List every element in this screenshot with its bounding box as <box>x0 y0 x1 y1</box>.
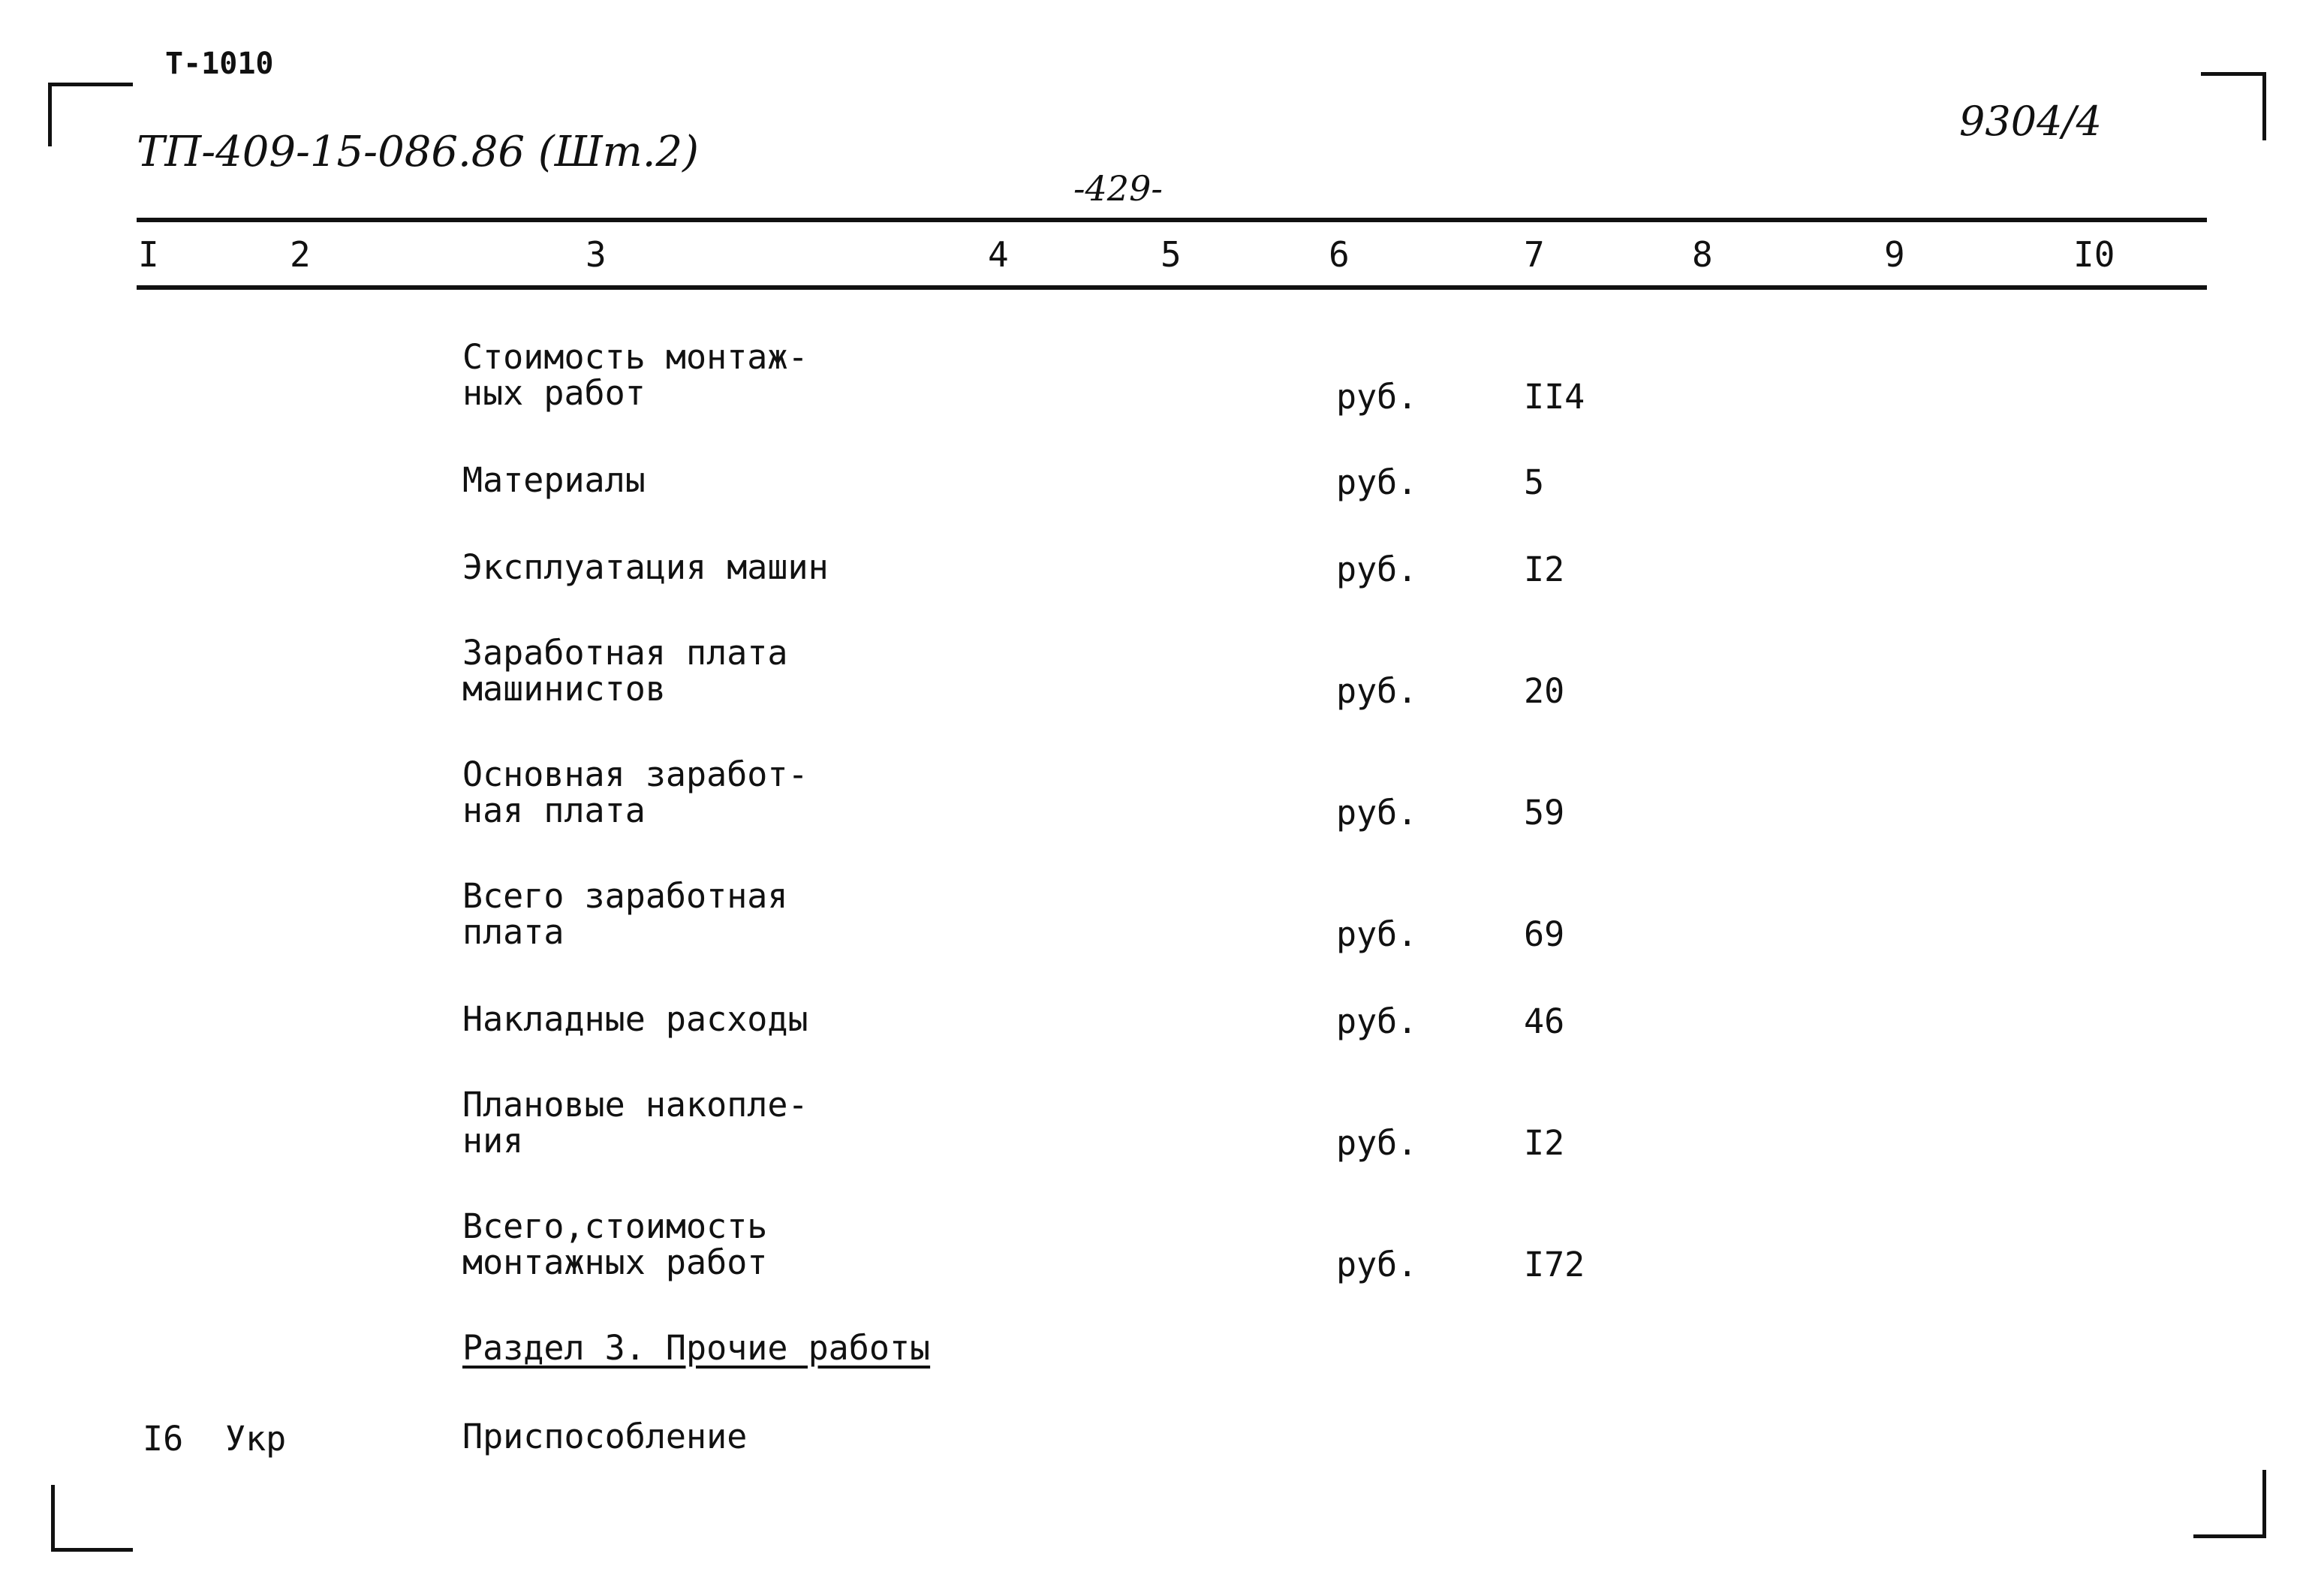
section-heading: Раздел 3. Прочие работы <box>462 1328 931 1368</box>
column-number-1: I <box>138 234 159 275</box>
row-description <box>462 1001 808 1037</box>
row-description-line: Плановые накопле- <box>462 1085 808 1125</box>
column-number-10: I0 <box>2073 234 2115 275</box>
corner-mark-top-left <box>48 83 133 146</box>
row-description-line: ных работ <box>462 373 646 413</box>
column-number-9: 9 <box>1884 234 1905 275</box>
row-description-line: плата <box>462 912 564 952</box>
row-description-line: монтажных работ <box>462 1242 768 1282</box>
archive-number: 9304/4 <box>1959 98 2102 145</box>
corner-mark-top-right <box>2201 72 2266 140</box>
row-unit: руб. <box>1336 1245 1418 1284</box>
column-number-7: 7 <box>1524 234 1545 275</box>
row-unit: руб. <box>1336 550 1418 589</box>
row-description-line: Всего,стоимость <box>462 1206 768 1246</box>
header-rule-bottom <box>137 285 2207 290</box>
row-quantity: I2 <box>1524 1123 1565 1163</box>
corner-mark-bottom-left <box>51 1485 133 1552</box>
row-description <box>462 878 787 950</box>
project-code: ТП-409-15-086.86 (Шт.2) <box>137 128 699 176</box>
column-number-4: 4 <box>988 234 1009 275</box>
row-quantity: 59 <box>1524 793 1565 833</box>
row-description <box>462 1206 768 1282</box>
column-number-6: 6 <box>1329 234 1350 275</box>
row-description <box>462 547 829 587</box>
corner-mark-bottom-right <box>2193 1470 2266 1538</box>
column-number-5: 5 <box>1161 234 1182 275</box>
row-quantity: I2 <box>1524 550 1565 589</box>
row-unit: руб. <box>1336 914 1418 954</box>
row-description <box>462 635 787 707</box>
row-quantity: 5 <box>1524 462 1545 502</box>
row-quantity: 20 <box>1524 671 1565 711</box>
row-unit: руб. <box>1336 1001 1418 1041</box>
row-code: Укр <box>225 1419 287 1459</box>
row-quantity: 69 <box>1524 914 1565 954</box>
row-unit: руб. <box>1336 377 1418 417</box>
row-description-line: ния <box>462 1121 524 1161</box>
row-quantity: 46 <box>1524 1001 1565 1041</box>
row-quantity: I72 <box>1524 1245 1585 1284</box>
row-description: Приспособление <box>462 1417 748 1456</box>
row-number: I6 <box>143 1419 184 1459</box>
sheet-code: Т-1010 <box>165 47 274 81</box>
page-number: -429- <box>1073 168 1163 209</box>
row-description <box>462 339 808 411</box>
row-description-line: Материалы <box>462 460 646 500</box>
row-unit: руб. <box>1336 462 1418 502</box>
row-description-line: Основная заработ- <box>462 754 808 794</box>
row-description <box>462 754 808 830</box>
row-description <box>462 1087 808 1159</box>
row-description-line: Стоимость монтаж- <box>462 337 808 377</box>
column-number-2: 2 <box>290 234 311 275</box>
column-number-8: 8 <box>1692 234 1713 275</box>
row-description <box>462 462 646 498</box>
row-unit: руб. <box>1336 671 1418 711</box>
row-quantity: II4 <box>1524 377 1585 417</box>
row-description-line: Всего заработная <box>462 876 788 916</box>
row-unit: руб. <box>1336 793 1418 833</box>
row-description-line: машинистов <box>462 669 666 709</box>
row-description-line: Эксплуатация машин <box>462 547 829 587</box>
column-number-3: 3 <box>586 234 607 275</box>
row-unit: руб. <box>1336 1123 1418 1163</box>
header-rule-top <box>137 218 2207 222</box>
row-description-line: Накладные расходы <box>462 999 808 1039</box>
row-description-line: Заработная плата <box>462 633 788 673</box>
row-description-line: ная плата <box>462 790 646 830</box>
